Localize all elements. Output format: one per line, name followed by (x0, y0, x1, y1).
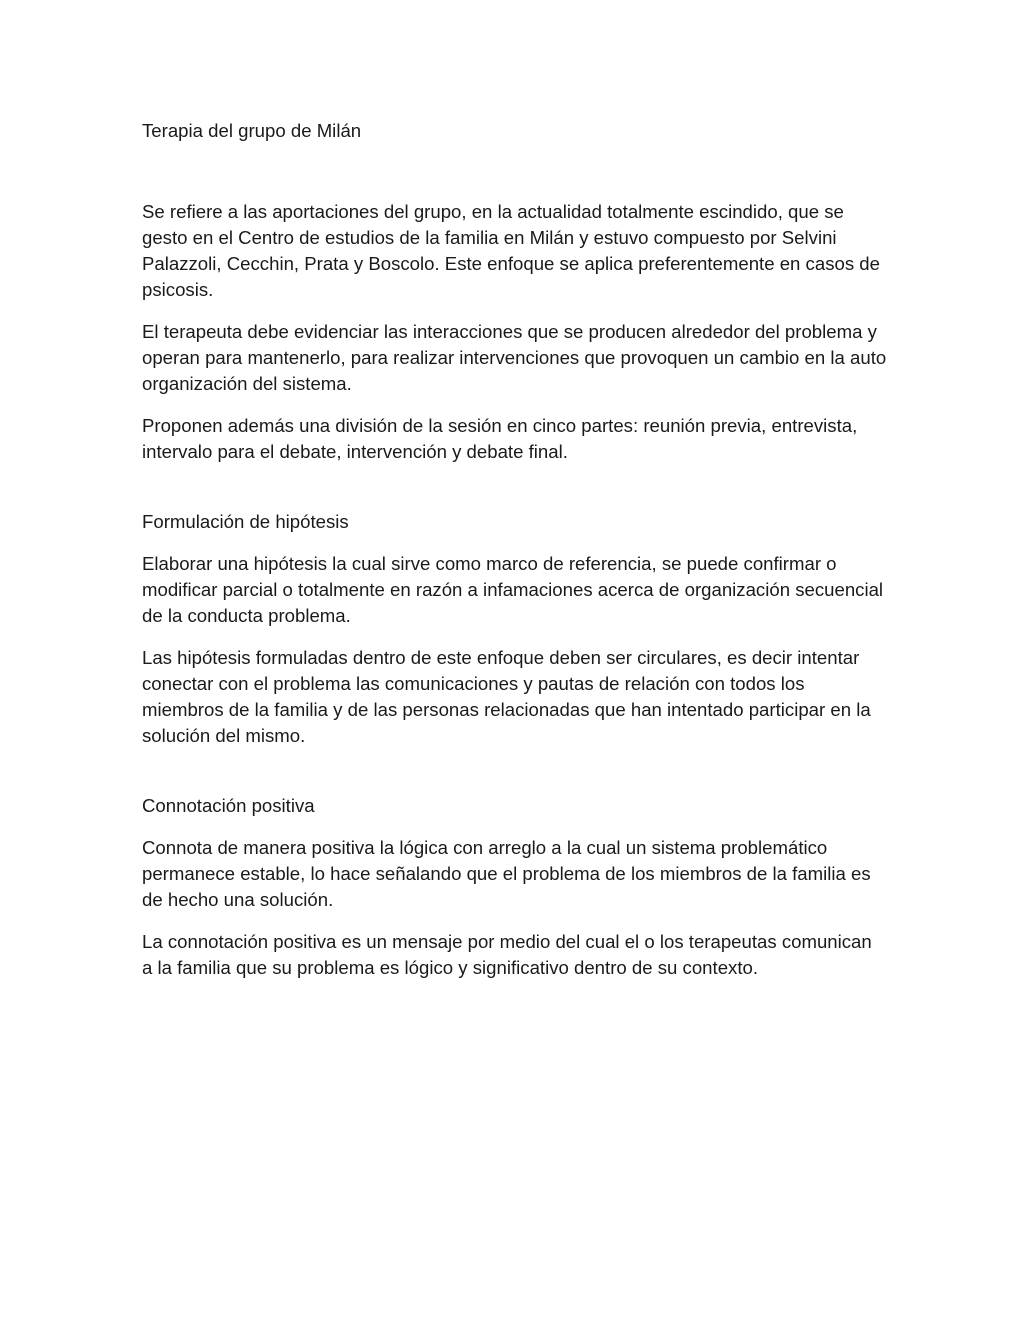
connotacion-paragraph-2: La connotación positiva es un mensaje por medio del cual el o los terapeutas comunican a la familia que su problema es lógico y significativo dentro de su contexto. (142, 931, 872, 978)
section-heading-hipotesis: Formulación de hipótesis (142, 511, 349, 532)
intro-paragraph-3: Proponen además una división de la sesión en cinco partes: reunión previa, entrevista, intervalo para el debate, intervención y debate final. (142, 415, 858, 462)
connotacion-paragraph-1: Connota de manera positiva la lógica con arreglo a la cual un sistema problemático permanece estable, lo hace señalando que el problema de los miembros de la familia es de hecho una solución. (142, 837, 871, 910)
hipotesis-paragraph-1: Elaborar una hipótesis la cual sirve como marco de referencia, se puede confirmar o modificar parcial o totalmente en razón a infamaciones acerca de organización secuencial de la conducta problema. (142, 553, 884, 626)
section-heading-connotacion: Connotación positiva (142, 795, 315, 816)
document-body (142, 118, 887, 997)
document-title: Terapia del grupo de Milán (142, 120, 362, 141)
intro-paragraph-2: El terapeuta debe evidenciar las interacciones que se producen alrededor del problema y operan para mantenerlo, para realizar intervenciones que provoquen un cambio en la auto organización del sistema. (142, 321, 887, 394)
intro-paragraph-1: Se refiere a las aportaciones del grupo, en la actualidad totalmente escindido, que se gesto en el Centro de estudios de la familia en Milán y estuvo compuesto por Selvini Palazzoli, Cecchin, Prata y Boscolo. Este enfoque se aplica preferentemente en casos de psicosis. (142, 201, 880, 300)
hipotesis-paragraph-2: Las hipótesis formuladas dentro de este enfoque deben ser circulares, es decir intentar conectar con el problema las comunicaciones y pautas de relación con todos los miembros de la familia y de las personas relacionadas que han intentado participar en la solución del mismo. (142, 647, 871, 746)
